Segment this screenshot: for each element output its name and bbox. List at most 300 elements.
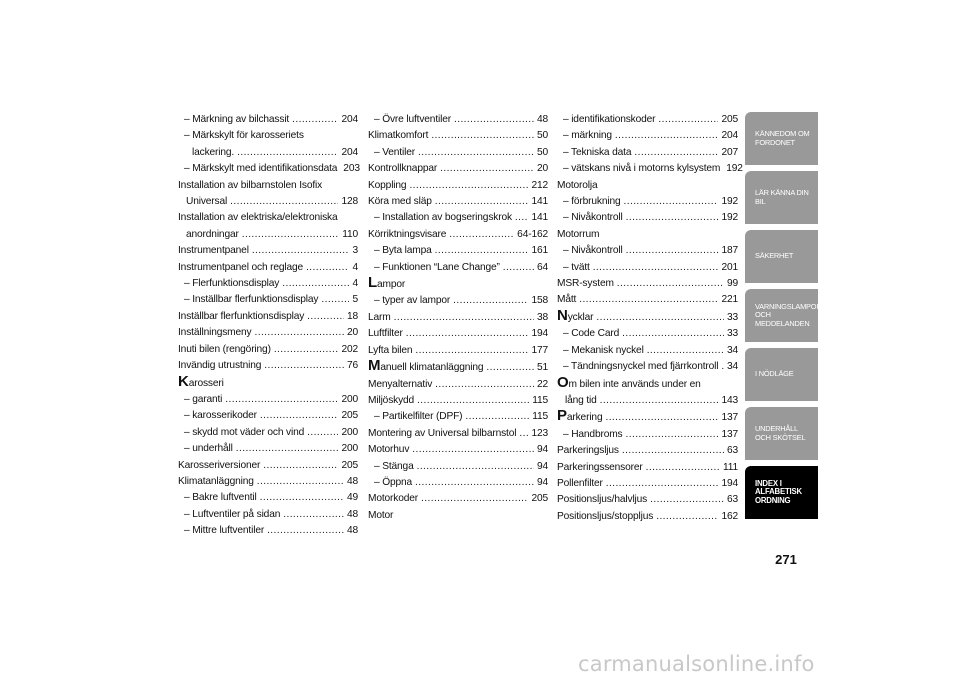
leader-dots — [412, 442, 534, 458]
leader-dots — [242, 227, 339, 243]
entry-text: Mått — [557, 294, 577, 306]
leader-dots — [415, 343, 528, 359]
entry-page: 203 — [343, 163, 360, 175]
index-entry — [368, 293, 548, 309]
leader-dots — [465, 409, 529, 425]
index-entry — [178, 342, 358, 358]
entry-text: – Installation av bogseringskrok — [374, 212, 512, 224]
index-entry — [557, 443, 738, 459]
entry-page: 111 — [722, 461, 738, 473]
entry-text: – skydd mot väder och vind — [184, 426, 305, 438]
entry-text: – underhåll — [184, 443, 233, 455]
entry-text: – Flerfunktionsdisplay — [184, 278, 280, 290]
leader-dots — [634, 145, 718, 161]
entry-text: – Inställbar flerfunktionsdisplay — [184, 294, 319, 306]
entry-page: 202 — [341, 343, 358, 355]
index-entry — [178, 178, 358, 211]
leader-dots — [605, 410, 718, 426]
index-entry — [368, 326, 548, 342]
entry-page: 123 — [531, 427, 548, 439]
entry-text: – tvätt — [563, 261, 590, 273]
leader-dots — [624, 194, 719, 210]
entry-page: 110 — [342, 228, 358, 240]
leader-dots — [263, 458, 338, 474]
entry-text: MSR-system — [557, 278, 614, 290]
index-entry — [178, 358, 358, 374]
leader-dots — [658, 112, 718, 128]
entry-page: 204 — [721, 130, 738, 142]
index-entry — [178, 425, 358, 441]
entry-page: 143 — [721, 394, 738, 406]
index-entry — [368, 442, 548, 458]
entry-page: 192 — [726, 163, 743, 175]
entry-page: 201 — [721, 261, 738, 273]
index-entry — [368, 128, 548, 144]
index-heading: Motorolja — [557, 179, 598, 191]
leader-dots — [626, 243, 719, 259]
section-letter: N — [557, 306, 568, 324]
index-entry — [368, 409, 548, 425]
index-entry — [178, 474, 358, 490]
entry-text: Koppling — [368, 179, 407, 191]
entry-text: – Code Card — [563, 328, 620, 340]
leader-dots — [260, 408, 339, 424]
leader-dots — [283, 507, 344, 523]
index-entry — [557, 359, 738, 375]
index-entry — [178, 441, 358, 457]
index-entry — [368, 426, 548, 442]
index-entry — [178, 112, 358, 128]
entry-page: 205 — [531, 493, 548, 505]
entry-page: 207 — [721, 146, 738, 158]
entry-text-wrap — [368, 359, 483, 376]
entry-text: ycklar — [567, 311, 594, 323]
entry-continuation — [178, 145, 358, 161]
entry-text: – Märkning av bilchassit — [184, 114, 290, 125]
entry-page: 221 — [721, 294, 738, 306]
entry-page: 64 — [536, 261, 548, 273]
entry-page: 99 — [726, 278, 738, 290]
entry-page: 200 — [341, 393, 358, 405]
entry-page: 137 — [721, 412, 738, 424]
leader-dots — [264, 358, 344, 374]
index-entry — [368, 194, 548, 210]
chapter-tab[interactable]: VARNINGSLAMPOR OCH MEDDELANDEN — [745, 289, 818, 348]
entry-continuation — [557, 393, 738, 409]
leader-dots — [292, 112, 338, 128]
entry-text: arkering — [566, 412, 603, 424]
index-entry — [178, 243, 358, 259]
leader-dots — [307, 309, 344, 325]
index-entry — [557, 210, 738, 226]
entry-page: 20 — [346, 327, 358, 339]
leader-dots — [453, 293, 528, 309]
index-entry — [368, 459, 548, 475]
entry-page: 4 — [352, 278, 358, 290]
entry-page: 48 — [346, 525, 358, 537]
leader-dots — [454, 112, 534, 128]
leader-dots — [622, 443, 724, 459]
index-entry — [557, 492, 738, 508]
letter-heading — [178, 372, 358, 392]
index-entry — [557, 306, 738, 326]
entry-text: – Luftventiler på sidan — [184, 508, 281, 520]
index-column-1 — [178, 112, 358, 540]
leader-dots — [321, 292, 349, 308]
index-entry — [178, 325, 358, 341]
leader-dots — [515, 210, 529, 226]
watermark: carmanualsonline.info — [578, 652, 815, 676]
index-entry — [178, 128, 358, 161]
entry-text: Lyfta bilen — [368, 344, 413, 356]
entry-page: 192 — [721, 212, 738, 224]
index-entry — [557, 409, 738, 426]
section-letter: K — [178, 372, 189, 390]
index-entry — [557, 161, 743, 177]
entry-text: Miljöskydd — [368, 394, 415, 406]
chapter-tab[interactable]: UNDERHÅLL OCH SKÖTSEL — [745, 407, 818, 466]
entry-page: 161 — [531, 245, 548, 257]
entry-continuation — [178, 194, 358, 210]
index-entry — [557, 128, 738, 144]
index-entry — [178, 276, 358, 292]
index-entry — [557, 292, 738, 308]
index-entry — [178, 260, 358, 276]
leader-dots — [721, 359, 724, 375]
entry-text: – Bakre luftventil — [184, 492, 257, 504]
leader-dots — [650, 492, 724, 508]
entry-page: 18 — [346, 310, 358, 322]
entry-page: 200 — [341, 426, 358, 438]
section-letter: P — [557, 407, 567, 425]
entry-page: 50 — [536, 146, 548, 158]
index-entry — [178, 507, 358, 523]
leader-dots — [622, 326, 724, 342]
leader-dots — [579, 292, 718, 308]
index-entry — [368, 227, 548, 243]
entry-text: Luftfilter — [368, 328, 403, 340]
entry-continuation — [178, 227, 358, 243]
leader-dots — [656, 509, 718, 525]
leader-dots — [254, 325, 343, 341]
leader-dots — [394, 310, 534, 326]
index-entry — [368, 343, 548, 359]
entry-text-wrap — [557, 409, 602, 426]
index-entry — [368, 112, 548, 128]
leader-dots — [626, 427, 719, 443]
entry-text: Positionsljus/halvljus — [557, 494, 648, 506]
leader-dots — [306, 260, 349, 276]
entry-page: 3 — [352, 245, 358, 257]
leader-dots — [307, 425, 338, 441]
entry-page: 94 — [536, 444, 548, 456]
entry-text: Inuti bilen (rengöring) — [178, 343, 271, 355]
entry-text: Inställningsmeny — [178, 327, 252, 339]
leader-dots — [646, 460, 720, 476]
leader-dots — [519, 426, 528, 442]
index-entry — [178, 490, 358, 506]
index-entry — [368, 393, 548, 409]
leader-dots — [435, 194, 529, 210]
entry-text: – Märkskylt med identifikationsdata — [184, 163, 338, 175]
entry-text: Installation av bilbarnstolen Isofix — [178, 179, 323, 191]
entry-text: Karosseriversioner — [178, 459, 261, 471]
index-entry — [178, 523, 358, 539]
entry-text: Positionsljus/stoppljus — [557, 510, 654, 522]
entry-text: Instrumentpanel — [178, 245, 249, 257]
leader-dots — [260, 490, 344, 506]
leader-dots — [406, 326, 529, 342]
leader-dots — [600, 393, 719, 409]
leader-dots — [440, 161, 534, 177]
index-entry — [178, 210, 358, 243]
entry-text: m bilen inte används under en — [568, 378, 701, 390]
entry-page: 141 — [531, 212, 548, 224]
entry-page: 204 — [341, 114, 358, 125]
leader-dots — [225, 392, 338, 408]
entry-page: 187 — [721, 245, 738, 257]
entry-page: 51 — [536, 362, 548, 374]
entry-text: – Tekniska data — [563, 146, 632, 158]
entry-text: – märkning — [563, 130, 612, 142]
leader-dots — [435, 377, 534, 393]
chapter-sidebar — [745, 112, 822, 525]
leader-dots — [421, 491, 528, 507]
entry-text: Installation av elektriska/elektroniska — [178, 212, 338, 224]
entry-page: 212 — [531, 179, 548, 191]
entry-page: 192 — [721, 196, 738, 208]
page-number: 271 — [775, 552, 797, 567]
index-entry — [557, 427, 738, 443]
leader-dots — [593, 260, 719, 276]
index-entry — [557, 509, 738, 525]
entry-text: Parkeringssensorer — [557, 461, 643, 473]
leader-dots — [282, 276, 349, 292]
entry-text: – Funktionen “Lane Change” — [374, 261, 500, 273]
index-column-2 — [368, 112, 548, 524]
index-heading: Motorrum — [557, 228, 600, 240]
entry-page: 22 — [536, 378, 548, 390]
leader-dots — [236, 441, 339, 457]
index-entry — [557, 326, 738, 342]
entry-page: 205 — [721, 114, 738, 125]
entry-page: 94 — [536, 476, 548, 488]
entry-text-cont: anordningar — [186, 228, 239, 240]
letter-heading — [368, 276, 548, 293]
entry-text: Motorhuv — [368, 444, 410, 456]
entry-text: ampor — [377, 279, 406, 291]
entry-page: 34 — [726, 361, 738, 373]
leader-dots — [237, 145, 338, 161]
chapter-tab[interactable]: I NÖDLÄGE — [745, 348, 818, 407]
entry-page: 48 — [346, 475, 358, 487]
entry-text: Köra med släp — [368, 196, 432, 208]
entry-page: 20 — [536, 163, 548, 175]
leader-dots — [435, 243, 529, 259]
entry-page: 137 — [721, 428, 738, 440]
entry-page: 48 — [346, 508, 358, 520]
leader-dots — [418, 145, 534, 161]
entry-text: – Märkskylt för karosseriets — [184, 130, 304, 142]
chapter-tab[interactable]: LÄR KÄNNA DIN BIL — [745, 171, 818, 230]
index-entry — [368, 243, 548, 259]
entry-text-cont: lång tid — [565, 394, 597, 406]
index-column-3 — [557, 112, 743, 525]
leader-dots — [449, 227, 514, 243]
entry-text: Klimatkomfort — [368, 130, 429, 142]
entry-text-wrap — [557, 373, 738, 393]
entry-text: – Övre luftventiler — [374, 114, 451, 125]
leader-dots — [647, 343, 724, 359]
index-entry — [557, 243, 738, 259]
index-entry — [368, 145, 548, 161]
entry-page: 48 — [536, 114, 548, 125]
index-entry — [557, 460, 738, 476]
entry-page: 4 — [352, 261, 358, 273]
entry-text-cont: Universal — [186, 196, 228, 208]
entry-text: – Nivåkontroll — [563, 212, 623, 224]
index-entry — [368, 178, 548, 194]
entry-text: Kontrollknappar — [368, 163, 438, 175]
entry-text: Parkeringsljus — [557, 445, 619, 457]
entry-text: – Tändningsnyckel med fjärrkontroll — [563, 361, 719, 373]
index-entry — [178, 392, 358, 408]
index-entry — [557, 343, 738, 359]
index-entry — [557, 476, 738, 492]
entry-text: Motorkoder — [368, 493, 419, 505]
entry-text: – Mittre luftventiler — [184, 525, 265, 537]
entry-page: 63 — [726, 494, 738, 506]
entry-page: 177 — [531, 344, 548, 356]
entry-text: Körriktningsvisare — [368, 228, 447, 240]
entry-text: Instrumentpanel och reglage — [178, 261, 304, 273]
entry-page: 49 — [346, 492, 358, 504]
entry-text: – garanti — [184, 393, 223, 405]
entry-text: arosseri — [188, 377, 224, 389]
entry-text: – vätskans nivå i motorns kylsystem — [563, 163, 721, 175]
entry-text: Montering av Universal bilbarnstol — [368, 427, 517, 439]
entry-text: – Partikelfilter (DPF) — [374, 411, 463, 423]
entry-page: 38 — [536, 311, 548, 323]
leader-dots — [274, 342, 339, 358]
index-entry — [368, 491, 548, 507]
leader-dots — [503, 260, 534, 276]
entry-page: 115 — [532, 394, 548, 406]
chapter-tab[interactable]: INDEX I ALFABETISK ORDNING — [745, 466, 818, 525]
entry-text: – Öppna — [374, 476, 413, 488]
section-letter: L — [368, 274, 378, 292]
entry-text: Inställbar flerfunktionsdisplay — [178, 310, 305, 322]
index-entry — [557, 194, 738, 210]
entry-page: 200 — [341, 443, 358, 455]
leader-dots — [431, 128, 534, 144]
leader-dots — [615, 128, 719, 144]
index-heading: Motor — [368, 509, 394, 521]
index-entry — [368, 377, 548, 393]
entry-text: Klimatanläggning — [178, 475, 254, 487]
index-entry — [178, 309, 358, 325]
index-entry — [368, 260, 548, 276]
entry-text: Pollenfilter — [557, 477, 603, 489]
entry-page: 194 — [531, 328, 548, 340]
index-entry — [557, 276, 738, 292]
entry-text: Invändig utrustning — [178, 360, 262, 372]
entry-text: Larm — [368, 311, 391, 323]
chapter-tab[interactable]: KÄNNEDOM OM FORDONET — [745, 112, 818, 171]
entry-text: – karosserikoder — [184, 410, 257, 422]
leader-dots — [252, 243, 350, 259]
index-entry — [557, 145, 738, 161]
leader-dots — [257, 474, 344, 490]
index-entry — [557, 112, 738, 128]
leader-dots — [417, 393, 529, 409]
leader-dots — [415, 475, 534, 491]
entry-page: 128 — [341, 196, 358, 208]
entry-page: 194 — [721, 477, 738, 489]
index-entry — [557, 260, 738, 276]
leader-dots — [486, 360, 534, 376]
entry-text: – Nivåkontroll — [563, 245, 623, 257]
chapter-tab[interactable]: SÄKERHET — [745, 230, 818, 289]
entry-text: – Stänga — [374, 460, 414, 472]
index-entry — [368, 310, 548, 326]
entry-text: – Handbroms — [563, 428, 623, 440]
entry-page: 94 — [536, 460, 548, 472]
entry-page: 158 — [531, 295, 548, 307]
index-entry — [178, 458, 358, 474]
index-entry — [178, 161, 358, 177]
index-entry — [178, 292, 358, 308]
leader-dots — [267, 523, 344, 539]
index-entry — [557, 373, 738, 410]
entry-page: 33 — [726, 328, 738, 340]
entry-page: 205 — [341, 410, 358, 422]
section-letter: M — [368, 357, 381, 375]
entry-page: 141 — [531, 196, 548, 208]
entry-text-cont: lackering. — [192, 146, 235, 158]
entry-text: – Ventiler — [374, 146, 415, 158]
leader-dots — [230, 194, 338, 210]
index-entry — [368, 359, 548, 376]
section-letter: O — [557, 373, 569, 391]
index-entry — [178, 408, 358, 424]
entry-text: – förbrukning — [563, 196, 621, 208]
entry-text: – typer av lampor — [374, 295, 451, 307]
entry-page: 33 — [726, 311, 738, 323]
leader-dots — [617, 276, 724, 292]
entry-page: 34 — [726, 344, 738, 356]
entry-text: anuell klimatanläggning — [380, 362, 484, 374]
entry-text: – identifikationskoder — [563, 114, 656, 125]
entry-text-wrap — [557, 306, 594, 326]
entry-page: 115 — [532, 411, 548, 423]
leader-dots — [606, 476, 719, 492]
entry-page: 205 — [341, 459, 358, 471]
entry-page: 204 — [341, 146, 358, 158]
entry-page: 162 — [721, 510, 738, 522]
index-entry — [368, 475, 548, 491]
entry-page: 63 — [726, 445, 738, 457]
leader-dots — [626, 210, 719, 226]
entry-page: 50 — [536, 130, 548, 142]
entry-text: Menyalternativ — [368, 378, 433, 390]
entry-text: – Mekanisk nyckel — [563, 344, 644, 356]
index-entry — [368, 161, 548, 177]
index-entry — [368, 210, 548, 226]
entry-text: – Byta lampa — [374, 245, 432, 257]
entry-page: 64-162 — [517, 228, 548, 240]
leader-dots — [417, 459, 534, 475]
